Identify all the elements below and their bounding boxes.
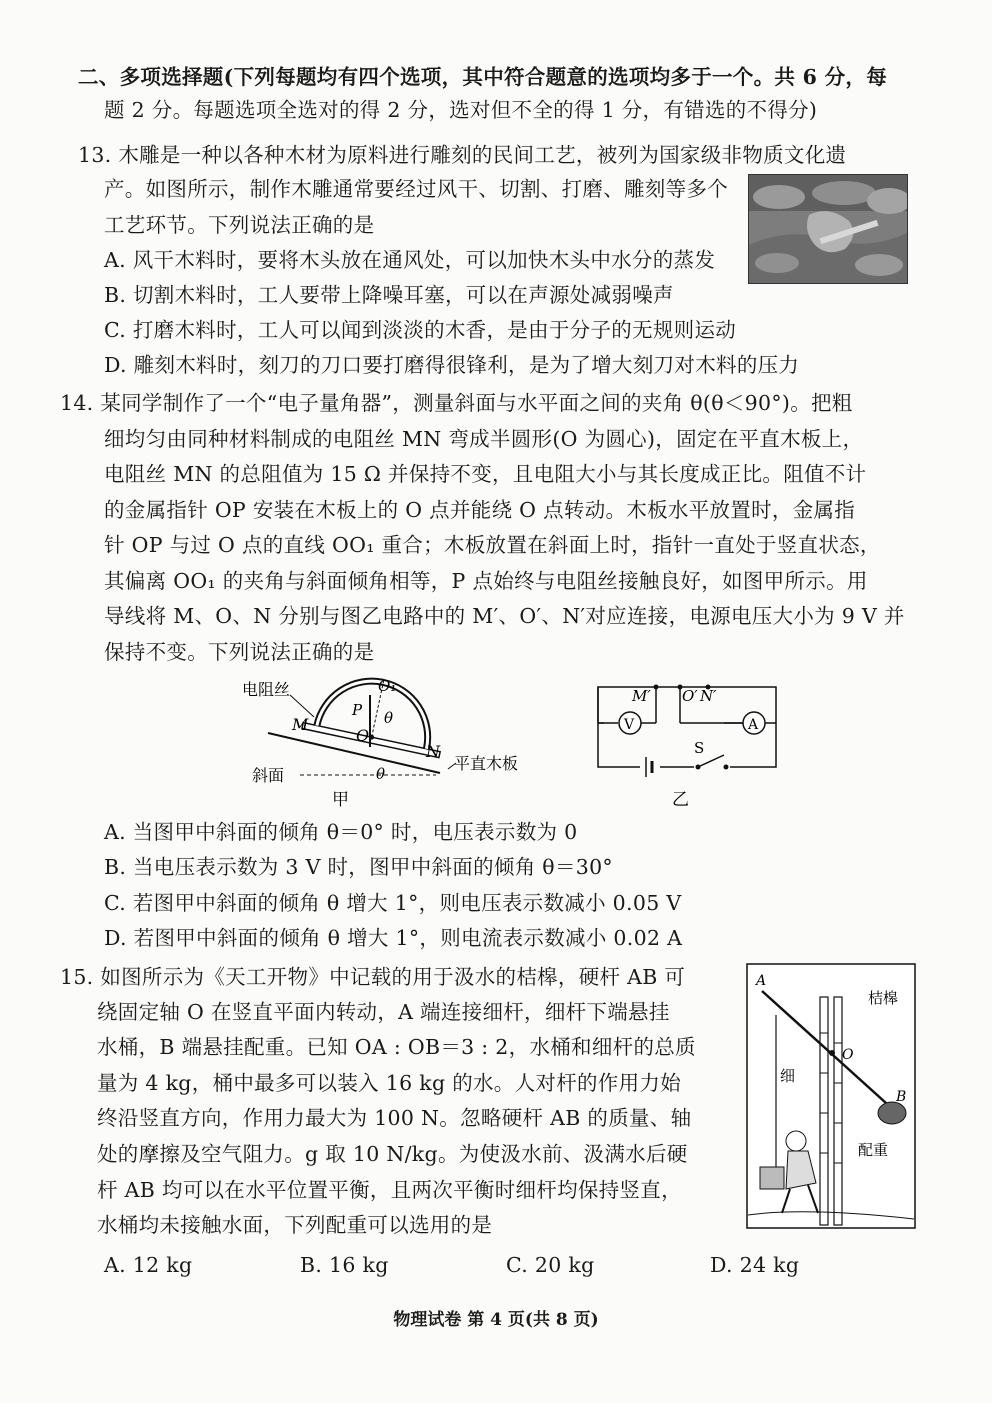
label-switch: S xyxy=(694,739,705,757)
q13-option-d: D. 雕刻木料时，刻刀的刀口要打磨得很锋利，是为了增大刻刀对木料的压力 xyxy=(104,353,800,377)
q14-line4: 的金属指针 OP 安装在木板上的 O 点并能绕 O 点转动。木板水平放置时，金属指 xyxy=(104,498,856,522)
q15-line4: 量为 4 kg，桶中最多可以装入 16 kg 的水。人对杆的作用力始 xyxy=(97,1071,681,1095)
q15-line3: 水桶，B 端悬挂配重。已知 OA : OB＝3 : 2，水桶和细杆的总质 xyxy=(97,1035,696,1059)
q14-line8: 保持不变。下列说法正确的是 xyxy=(104,640,375,664)
q14-line3: 电阻丝 MN 的总阻值为 15 Ω 并保持不变，且电阻大小与其长度成正比。阻值不计 xyxy=(104,462,867,486)
fig-label-O: O xyxy=(842,1047,854,1063)
label-O-prime: O′ xyxy=(682,687,698,705)
q14-line1: 14. 某同学制作了一个“电子量角器”，测量斜面与水平面之间的夹角 θ(θ＜90°)。把粗 xyxy=(60,391,853,415)
q13-option-b: B. 切割木料时，工人要带上降噪耳塞，可以在声源处减弱噪声 xyxy=(104,283,674,307)
figure-yi xyxy=(590,675,790,815)
q13-line3: 工艺环节。下列说法正确的是 xyxy=(104,213,375,237)
q13-option-a: A. 风干木料时，要将木头放在通风处，可以加快木头中水分的蒸发 xyxy=(104,248,716,272)
q15-line1: 15. 如图所示为《天工开物》中记载的用于汲水的桔槔，硬杆 AB 可 xyxy=(60,965,686,989)
fig-label-A: A xyxy=(756,973,767,989)
q15-option-c: C. 20 kg xyxy=(506,1253,595,1277)
jiegao-figure xyxy=(746,963,916,1229)
fig-label-weight: 配重 xyxy=(858,1141,889,1159)
q14-line7: 导线将 M、O、N 分别与图乙电路中的 M′、O′、N′对应连接，电源电压大小为 9 V 并 xyxy=(104,604,905,628)
label-M: M xyxy=(292,715,309,734)
fig-label-B: B xyxy=(896,1089,907,1105)
label-P: P xyxy=(352,701,363,719)
meter-V: V xyxy=(624,717,635,733)
label-theta-bottom: θ xyxy=(376,765,386,783)
q14-line2: 细均匀由同种材料制成的电阻丝 MN 弯成半圆形(O 为圆心)，固定在平直木板上， xyxy=(104,427,864,451)
label-M-prime: M′ xyxy=(632,687,651,705)
label-O1: O₁ xyxy=(378,677,397,695)
label-N: N xyxy=(426,742,440,761)
q13-line2: 产。如图所示，制作木雕通常要经过风干、切割、打磨、雕刻等多个 xyxy=(104,177,728,201)
q15-line5: 终沿竖直方向，作用力最大为 100 N。忽略硬杆 AB 的质量、轴 xyxy=(97,1106,692,1130)
q14-option-d: D. 若图甲中斜面的倾角 θ 增大 1°，则电流表示数减小 0.02 A xyxy=(104,926,683,950)
label-slope: 斜面 xyxy=(252,766,285,785)
q15-line7: 杆 AB 均可以在水平位置平衡，且两次平衡时细杆均保持竖直， xyxy=(97,1178,682,1202)
meter-A: A xyxy=(748,717,759,733)
fig-label-rod: 细 xyxy=(780,1067,796,1085)
q14-option-a: A. 当图甲中斜面的倾角 θ＝0° 时，电压表示数为 0 xyxy=(104,820,578,844)
label-N-prime: N′ xyxy=(700,687,717,705)
section-title-line1: 二、多项选择题(下列每题均有四个选项，其中符合题意的选项均多于一个。共 6 分，每 xyxy=(78,65,888,89)
q15-option-a: A. 12 kg xyxy=(104,1253,193,1277)
caption-yi: 乙 xyxy=(672,790,689,810)
fig-title: 桔槔 xyxy=(868,989,899,1007)
section-title-line2: 题 2 分。每题选项全选对的得 2 分，选对但不全的得 1 分，有错选的不得分) xyxy=(104,98,818,122)
q15-line2: 绕固定轴 O 在竖直平面内转动，A 端连接细杆，细杆下端悬挂 xyxy=(97,1000,670,1024)
q14-line5: 针 OP 与过 O 点的直线 OO₁ 重合；木板放置在斜面上时，指针一直处于竖直状态， xyxy=(104,533,881,557)
q15-line6: 处的摩擦及空气阻力。g 取 10 N/kg。为使汲水前、汲满水后硬 xyxy=(97,1142,688,1166)
label-resistor: 电阻丝 xyxy=(242,680,291,699)
label-O: O xyxy=(356,726,370,745)
label-theta-top: θ xyxy=(384,709,394,727)
woodcarving-photo xyxy=(748,174,908,284)
q13-option-c: C. 打磨木料时，工人可以闻到淡淡的木香，是由于分子的无规则运动 xyxy=(104,318,737,342)
label-board: 平直木板 xyxy=(454,754,519,773)
q14-option-b: B. 当电压表示数为 3 V 时，图甲中斜面的倾角 θ＝30° xyxy=(104,855,613,879)
page-footer: 物理试卷 第 4 页(共 8 页) xyxy=(393,1310,599,1330)
q13-line1: 13. 木雕是一种以各种木材为原料进行雕刻的民间工艺，被列为国家级非物质文化遗 xyxy=(78,143,847,167)
q15-line8: 水桶均未接触水面，下列配重可以选用的是 xyxy=(97,1213,493,1237)
figure-jia xyxy=(240,675,540,815)
q14-line6: 其偏离 OO₁ 的夹角与斜面倾角相等，P 点始终与电阻丝接触良好，如图甲所示。用 xyxy=(104,569,868,593)
q15-option-b: B. 16 kg xyxy=(300,1253,389,1277)
caption-jia: 甲 xyxy=(332,790,349,810)
q15-option-d: D. 24 kg xyxy=(710,1253,800,1277)
q14-option-c: C. 若图甲中斜面的倾角 θ 增大 1°，则电压表示数减小 0.05 V xyxy=(104,891,682,915)
